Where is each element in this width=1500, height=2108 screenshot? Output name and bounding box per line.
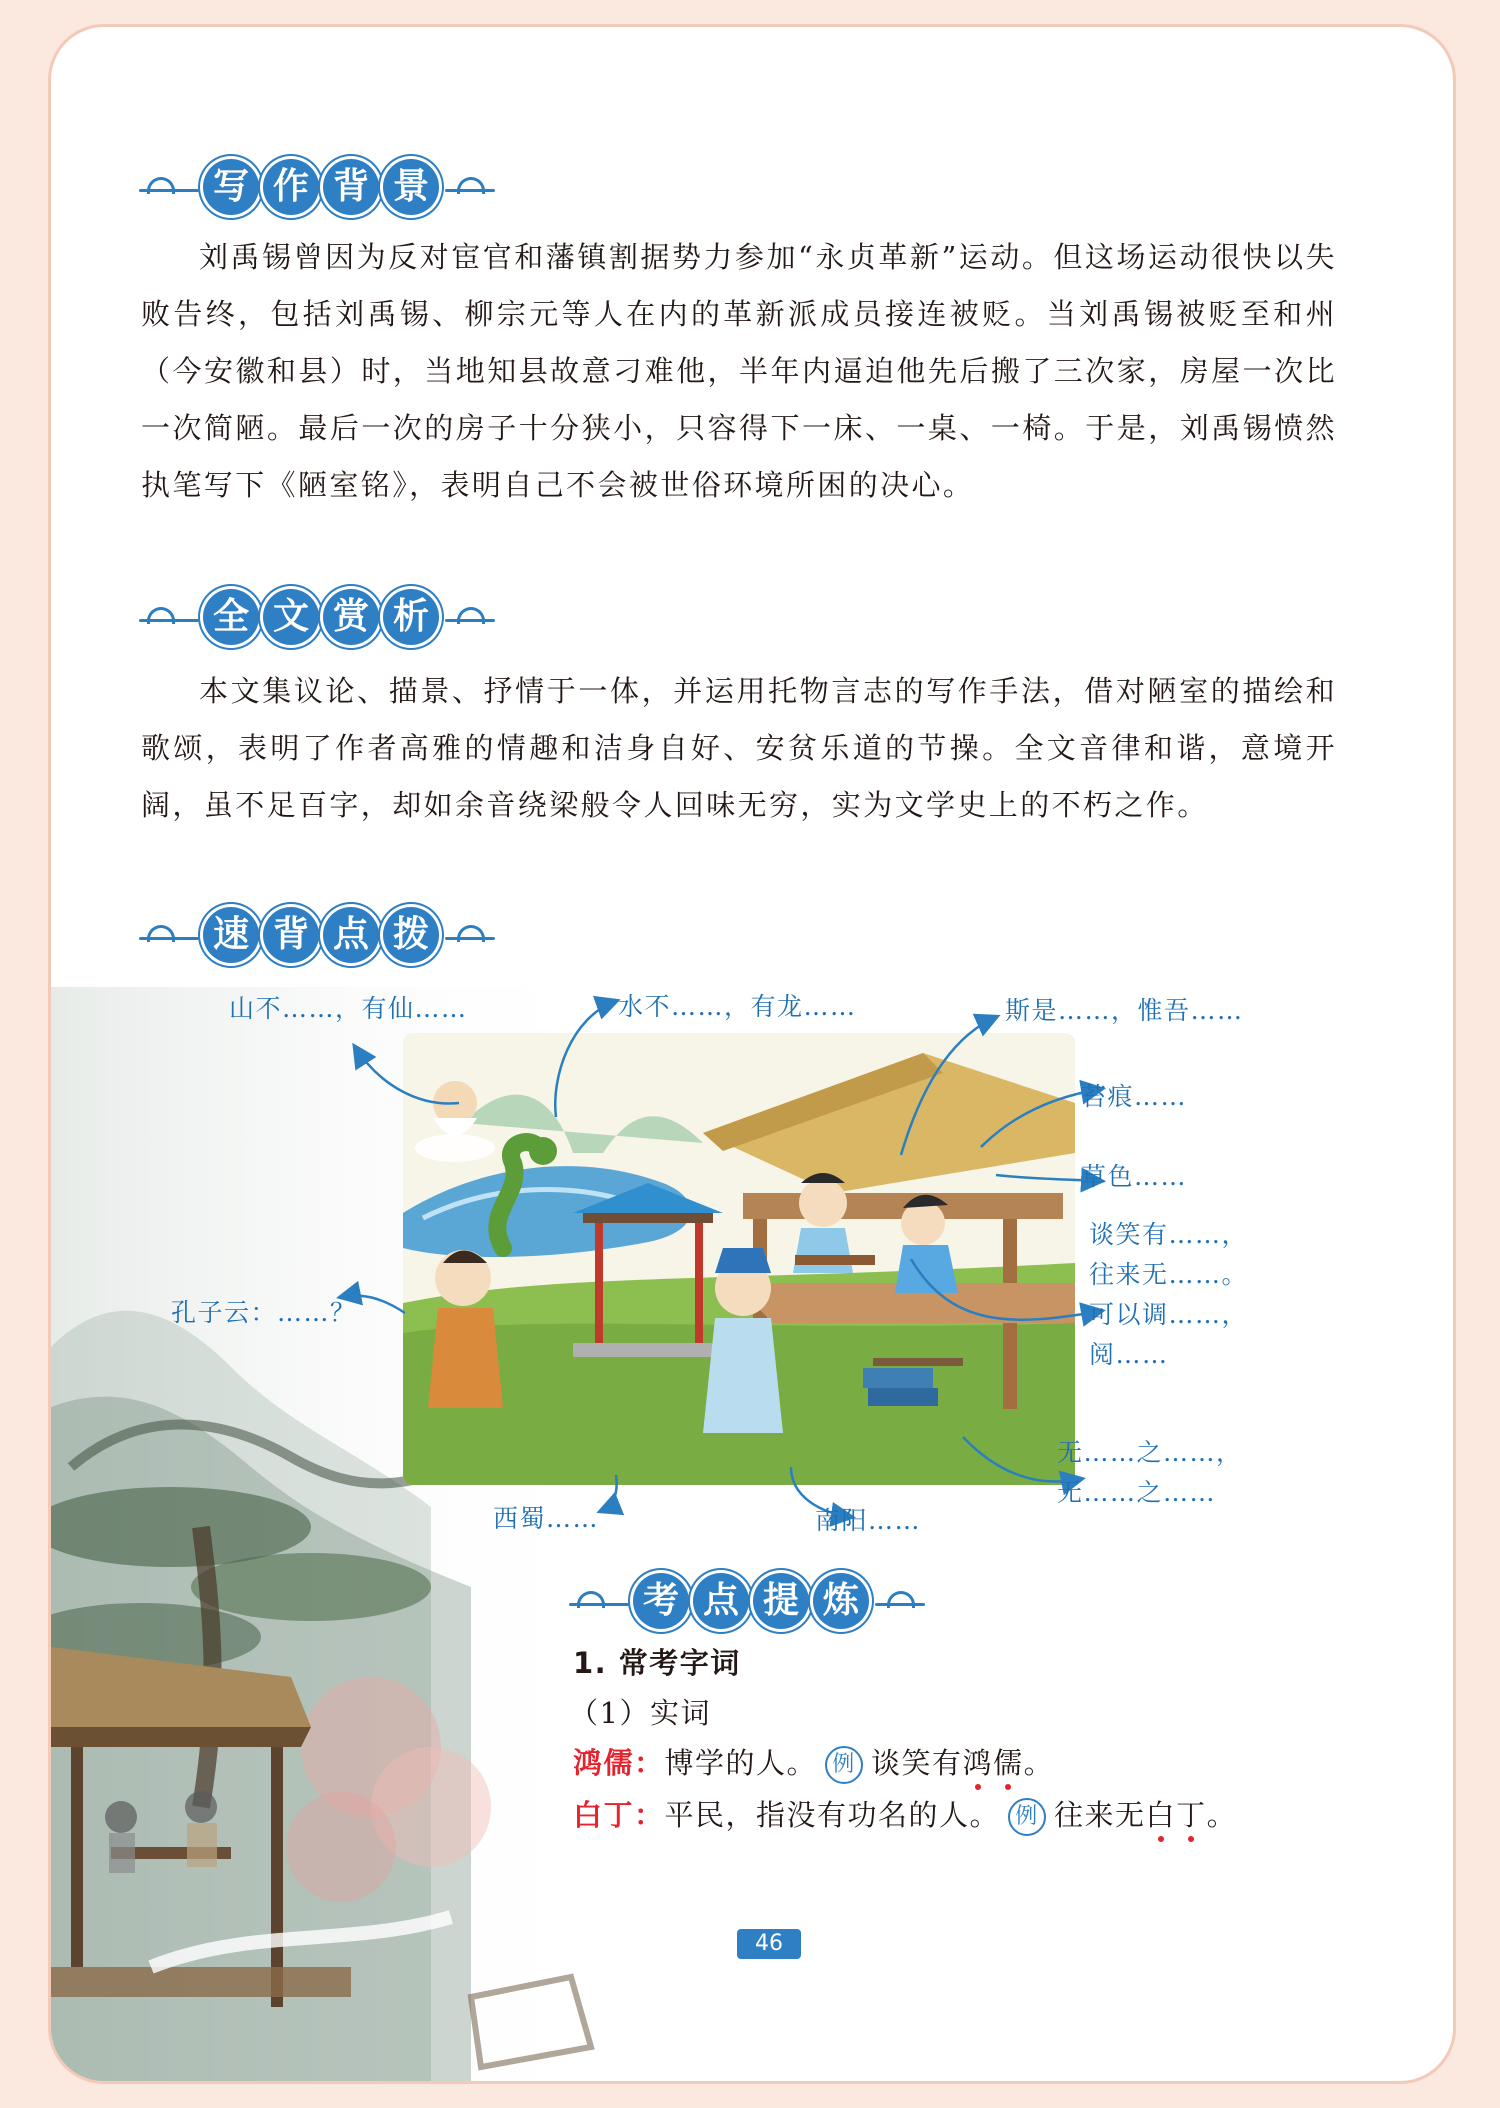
example-dotted-char: 白 [1145,1798,1177,1832]
label-shan: 山不……，有仙…… [229,994,468,1023]
header-curl-left [147,607,175,624]
example-prefix: 谈笑有 [871,1746,963,1780]
example-suffix: 。 [1023,1746,1055,1780]
vocab-definition: 平民，指没有功名的人。 [664,1798,1001,1832]
page [48,24,1456,2084]
header-curl-left [577,1591,605,1608]
header-char: 背 [323,159,379,215]
header-char: 点 [693,1573,749,1629]
header-char: 拨 [383,907,439,963]
vocab-term: 白丁： [573,1798,665,1832]
example-dotted-char: 儒 [993,1746,1024,1780]
section-header-background [139,159,499,219]
label-keyi-1: 可以调……， [1089,1300,1249,1329]
label-wu-2: 无……之…… [1057,1478,1217,1507]
vocab-term: 鸿儒： [573,1746,665,1780]
page-number: 46 [737,1929,801,1959]
label-wu-1: 无……之……， [1057,1438,1243,1467]
header-char: 赏 [323,589,379,645]
example-dotted-char: 丁 [1176,1798,1207,1832]
analysis-paragraph: 本文集议论、描景、抒情于一体，并运用托物言志的写作手法，借对陋室的描绘和歌颂，表明了作者高雅的情趣和洁身自好、安贫乐道的节操。全文音律和谐，意境开阔，虽不足百字，却如余音绕梁般令人回味无穷，实为文学史上的不朽之作。 [141,674,1337,822]
header-curl-left [147,925,175,942]
label-keyi-2: 阅…… [1089,1340,1169,1369]
vocab-item-baiding [573,1793,1237,1836]
header-curl-right [457,177,485,194]
header-curl-right [457,607,485,624]
section-header-analysis [139,589,499,649]
header-char: 析 [383,589,439,645]
header-char: 文 [263,589,319,645]
header-char: 点 [323,907,379,963]
label-tanxiao-1: 谈笑有……， [1089,1220,1249,1249]
label-shui: 水不……，有龙…… [618,992,857,1021]
header-char: 景 [383,159,439,215]
example-icon: 例 [1008,1798,1046,1836]
label-sishi: 斯是……，惟吾…… [1005,996,1244,1025]
section-header-keypoints [569,1573,929,1633]
header-char: 提 [753,1573,809,1629]
keypoints-heading: 1. 常考字词 [573,1646,741,1680]
header-curl-right [887,1591,915,1608]
header-curl-right [457,925,485,942]
keypoints-subheading: （1）实词 [569,1696,711,1730]
label-taihen: 苔痕…… [1081,1082,1188,1111]
header-char: 考 [633,1573,689,1629]
header-char: 炼 [813,1573,869,1629]
example-prefix: 往来无 [1054,1798,1146,1832]
header-char: 背 [263,907,319,963]
label-tanxiao-2: 往来无……。 [1089,1260,1249,1289]
vocab-item-hongru [573,1741,1054,1784]
example-dotted-char: 鸿 [962,1746,994,1780]
label-caose: 草色…… [1081,1162,1188,1191]
header-char: 作 [263,159,319,215]
example-icon: 例 [825,1746,863,1784]
label-nanyang: 南阳…… [815,1506,922,1535]
header-char: 全 [203,589,259,645]
label-kongzi: 孔子云：……？ [171,1298,357,1327]
vocab-definition: 博学的人。 [664,1746,818,1780]
section-header-recite [139,907,499,967]
background-paragraph: 刘禹锡曾因为反对宦官和藩镇割据势力参加“永贞革新”运动。但这场运动很快以失败告终，包括刘禹锡、柳宗元等人在内的革新派成员接连被贬。当刘禹锡被贬至和州（今安徽和县）时，当地知县故意刁难他，半年内逼迫他先后搬了三次家，房屋一次比一次简陋。最后一次的房子十分狭小，只容得下一床、一桌、一椅。于是，刘禹锡愤然执笔写下《陋室铭》，表明自己不会被世俗环境所困的决心。 [141,240,1337,502]
label-xishu: 西蜀…… [493,1504,600,1533]
header-char: 速 [203,907,259,963]
header-curl-left [147,177,175,194]
example-suffix: 。 [1206,1798,1238,1832]
humble-room-illustration [403,1033,1075,1485]
header-char: 写 [203,159,259,215]
